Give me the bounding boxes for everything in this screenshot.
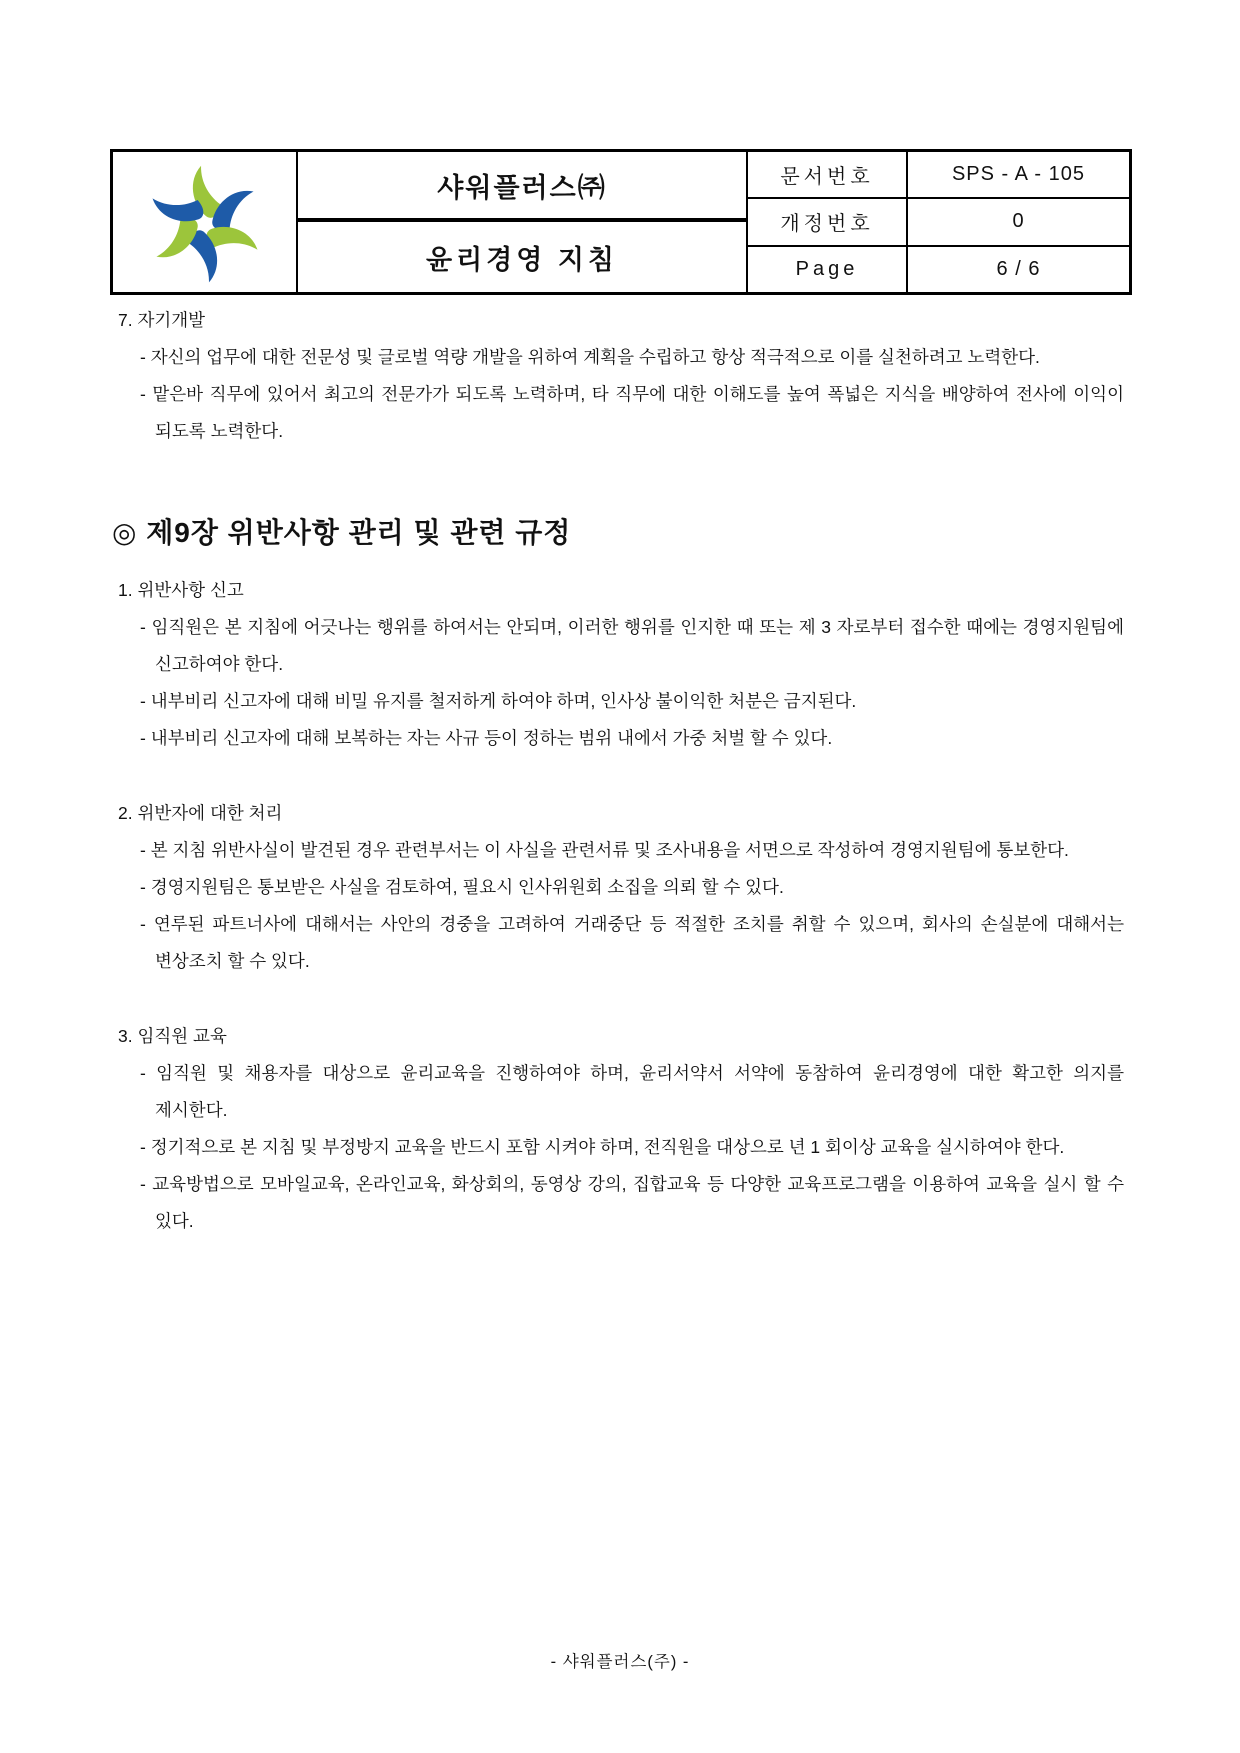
section-heading-3: 3. 임직원 교육: [118, 1026, 227, 1046]
document-header-table: [110, 149, 1132, 295]
revision-number-label: 개정번호: [748, 199, 908, 244]
section-heading-2: 2. 위반자에 대한 처리: [118, 803, 283, 823]
meta-row-page: [748, 247, 1129, 292]
document-meta-column: [748, 152, 1129, 292]
meta-row-doc-number: [748, 152, 1129, 199]
doc-number-label: 문서번호: [748, 152, 908, 197]
meta-row-revision-number: [748, 199, 1129, 246]
list-item: - 임직원은 본 지침에 어긋나는 행위를 하여서는 안되며, 이러한 행위를 인지한 때 또는 제 3 자로부터 접수한 때에는 경영지원팀에 신고하여야 한다.: [140, 617, 1124, 674]
document-body: [112, 302, 1124, 1240]
list-item: - 본 지침 위반사실이 발견된 경우 관련부서는 이 사실을 관련서류 및 조사내용을 서면으로 작성하여 경영지원팀에 통보한다.: [140, 840, 1069, 860]
page-footer: - 샤워플러스(주) -: [550, 1653, 690, 1671]
list-item: - 교육방법으로 모바일교육, 온라인교육, 화상회의, 동영상 강의, 집합교육 등 다양한 교육프로그램을 이용하여 교육을 실시 할 수 있다.: [140, 1174, 1124, 1231]
company-pinwheel-logo-icon: [143, 160, 267, 284]
list-item: - 연루된 파트너사에 대해서는 사안의 경중을 고려하여 거래중단 등 적절한 조치를 취할 수 있으며, 회사의 손실분에 대해서는 변상조치 할 수 있다.: [140, 914, 1124, 971]
list-item: - 정기적으로 본 지침 및 부정방지 교육을 반드시 포함 시켜야 하며, 전직원을 대상으로 년 1 회이상 교육을 실시하여야 한다.: [140, 1137, 1065, 1157]
logo-cell: [113, 152, 298, 292]
list-item: - 자신의 업무에 대한 전문성 및 글로벌 역량 개발을 위하여 계획을 수립하고 항상 적극적으로 이를 실천하려고 노력한다.: [140, 347, 1040, 367]
company-name: 샤워플러스㈜: [298, 152, 746, 222]
list-item: - 경영지원팀은 통보받은 사실을 검토하여, 필요시 인사위원회 소집을 의뢰 할 수 있다.: [140, 877, 784, 897]
document-title: 윤리경영 지침: [426, 244, 618, 275]
doc-number-value: SPS - A - 105: [951, 163, 1086, 186]
list-item: - 맡은바 직무에 있어서 최고의 전문가가 되도록 노력하며, 타 직무에 대한 이해도를 높여 폭넓은 지식을 배양하여 전사에 이익이 되도록 노력한다.: [140, 384, 1124, 441]
revision-number-value: 0: [1012, 210, 1025, 233]
title-column: [298, 152, 748, 292]
list-item: - 내부비리 신고자에 대해 보복하는 자는 사규 등이 정하는 범위 내에서 가중 처벌 할 수 있다.: [140, 728, 833, 748]
section-heading-1: 1. 위반사항 신고: [118, 580, 244, 600]
list-item: - 내부비리 신고자에 대해 비밀 유지를 철저하게 하여야 하며, 인사상 불이익한 처분은 금지된다.: [140, 691, 857, 711]
page-value: 6 / 6: [996, 257, 1041, 280]
chapter-9-heading: ◎ 제9장 위반사항 관리 및 관련 규정: [112, 517, 572, 548]
section-heading-7: 7. 자기개발: [118, 310, 206, 330]
page-label: Page: [748, 247, 908, 292]
list-item: - 임직원 및 채용자를 대상으로 윤리교육을 진행하여야 하며, 윤리서약서 서약에 동참하여 윤리경영에 대한 확고한 의지를 제시한다.: [140, 1063, 1124, 1120]
